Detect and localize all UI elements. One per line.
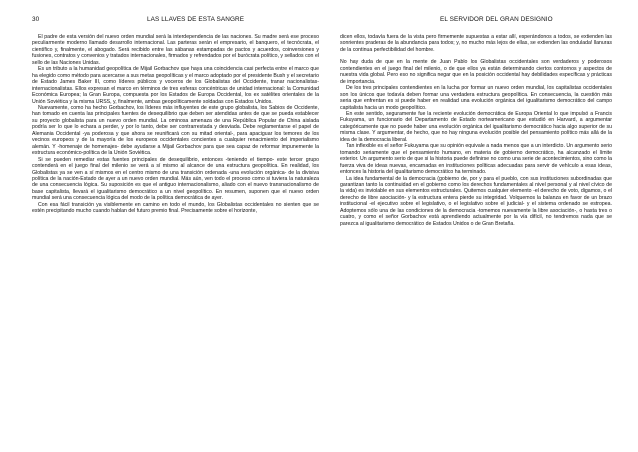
right-page-body [340,34,612,227]
paragraph: Es un tributo a la humanidad geopolítica de Mijail Gorbachov que haya una coincidencia casi perfecta entre el marco que ha elegido como método para acercarse a sus metas geopolíticas y el marco adoptado por el presidente Bush y el secretario de Estado James Baker III, como líderes públicos y voceros de los Globalistas del Occidente, tranar nacionalistas-internacionalistas. Ellos expresan el marco en términos de tres esferas concéntricas de unidad internacional: la Comunidad Económica Europea; la Gran Europa, compuesta por los Estados de Europa Occidental, los ex satélites orientales de la Unión Soviética y la misma URSS, y, finalmente, ambas geopolíticamente soldadas con Estados Unidos. [32,66,319,105]
paragraph: De los tres principales contendientes en la lucha por formar un nuevo orden mundial, los capitalistas occidentales son los únicos que todavía deben formar una verdadera estructura geopolítica. En consecuencia, la cuestión más seria que enfrentan es si puede haber en realidad una evolución orgánica del igualitarismo democrático del campo capitalista hacia un modo geopolítico. [340,85,612,111]
left-page-body [32,34,319,215]
paragraph: La idea fundamental de la democracia (gobierno de, por y para el pueblo, con sus instituciones subordinadas que garantizan tanto la continuidad en el gobierno como los derechos fundamentales al nivel personal y al nivel cívico de la vida) es inviolable en sus elementos estructurales. Quitemos cualquier elemento -el derecho de voto, digamos, o el derecho de libre asociación- y la estructura entera pierde su integridad. Volquemos la balanza en favor de un brazo institucional -el ejecutivo sobre el legislativo, o el legislativo sobre el judicial- y el sistema ordenado se estropea. Adoptemos sólo una de las condiciones de la democracia -tomemos nuevamente la libre asociación-, o hasta tres o cuatro, y como el señor Gorbachov está aprendiendo actualmente por la vía difícil, no tendremos nada que se parezca al igualitarismo democrático de Estados Unidos o de Gran Bretaña. [340,175,612,227]
right-running-title: EL SERVIDOR DEL GRAN DESIGNIO [440,16,553,23]
paragraph: Nuevamente, como ha hecho Gorbachov, los líderes más influyentes de este grupo globalista, los Sabios de Occidente, han tomado en cuenta las principales fuentes de desequilibrio que deben ser atendidas antes de que se pueda establecer su proyecto globalista para un nuevo orden mundial. La ominosa amenaza de una República Popular de China aislada podría ser lo que lo echara a perder, y por lo tanto, debe ser contrarrestada y desviada. Debe reglamentarse el papel de Alemania Occidental -ya poderosa y que ahora se reunificará con su mitad oriental-, para apaciguar los temores de los vecinos europeos y de la mayoría de los europeos occidentales concientes a cualquier renacimiento del imperialismo alemán. Y -homenaje de homenajes- debe ayudarse a Mijail Gorbachov para que sea capaz de reformar impunemente la estructura económico-política de la Unión Soviética. [32,104,319,157]
paragraph: dicen ellos, todavía fuera de la vista pero firmemente supuestas a estar allí, esperándonos a todos, se extienden las sonrientes praderas de la abundancia para todos; y, no mucho más lejos de ellas, se extienden las ondulada! llanuras de la continua perfectibilidad del hombre. [340,34,612,53]
left-running-title: LAS LLAVES DE ESTA SANGRE [147,16,245,23]
paragraph: Con esa fácil transición ya visiblemente en camino en todo el mundo, los Globalistas occidentales no sienten que se estén precipitando mucho cuando hablan del futuro premio final. Precisamente sobre el horizonte, [32,201,319,215]
paragraph: No hay duda de que en la mente de Juan Pablo los Globalistas occidentales son verdaderos y poderosos contendientes en el juego final del milenio, o de que ellos ya están determinando ciertos contornos y aspectos de nuestra vida global. Pero eso no significa negar que en la posición occidental hay debilidades específicas y prácticas de importancia. [340,59,612,85]
paragraph: Si se pueden remediar estas fuentes principales de desequilibrio, entonces -teniendo el tiempo- este tercer grupo contenderá en el juego final del milenio se verá a sí mismo al alcance de una estructura geopolítica. En realidad, los Globalistas ya se ven a sí mismos en el centro mismo de una transición ordenada -una evolución orgánica- de la divisiva política de la nación-Estado de ayer a un nuevo orden mundial. Más aún, ven todo el proceso como si tuviera la naturaleza de una consecuencia lógica. Su suposición es que el antiguo internacionalismo, aliado con el nuevo transnacionalismo de base capitalista, llevará el igualitarismo democrático a un nivel geopolítico. En resumen, suponen que el nuevo orden mundial será una consecuencia lógica del modo de la política democrática de ayer. [32,156,319,202]
paragraph: El padre de esta versión del nuevo orden mundial será la interdependencia de las naciones. Su madre será ese proceso peculiarmente moderno llamado desarrollo internacional. Las parteras serán el empresario, el banquero, el tecnócrata, el científico y, finalmente, el abogado. Será recibido entre las sábanas estampadas de pactos y acuerdos, coinversiones y fusiones, contratos y convenios y tratados internacionales, firmados y refrendados por el burócrata político, y sellados con el sello de las Naciones Unidas. [32,34,319,66]
left-page-number: 30 [32,16,40,23]
paragraph: En este sentido, seguramente fue la reciente evolución democrática de Europa Oriental lo que impulsó a Francis Fukuyama, un funcionario del Departamento de Estado norteamericano que estudió en Harvard, a argumentar categóricamente que no puede haber una evolución orgánica del igualitarismo democrático hacia algo superior de su misma clase. Y argumentar, de hecho, que no hay ninguna evolución posible del pensamiento político más allá de la idea de la democracia liberal. [340,110,612,143]
paragraph: Tan inflexible es el señor Fukuyama que su opinión equivale a nada menos que a un interdicto. Un argumento serio tomando seriamente que el pensamiento humano, en materia de gobierno democrático, ha alcanzado el límite exterior. Un argumento serio de que si la historia puede definirse no como una serie de acontecimientos, sino como la fuerza viva de ideas nuevas, encarnadas en instituciones políticas adecuadas para servir de vehículo a esas ideas, entonces la historia del igualitarismo democrático ha terminado. [340,143,612,176]
